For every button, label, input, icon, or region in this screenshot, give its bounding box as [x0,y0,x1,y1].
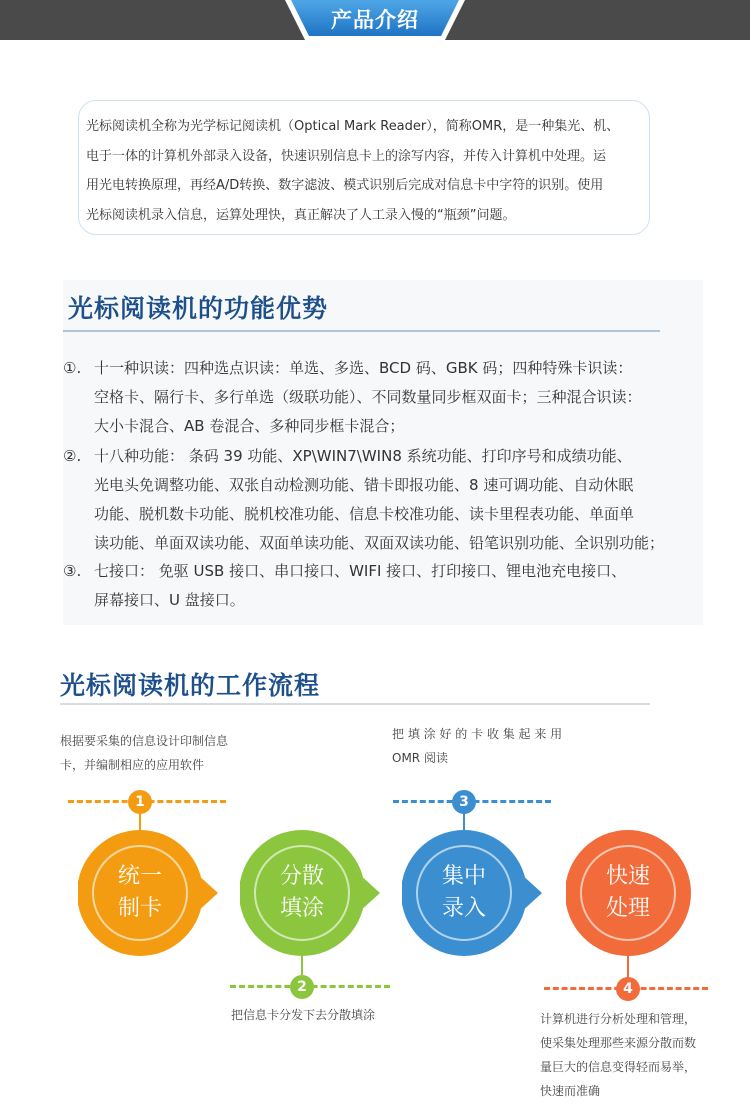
step-2-circle [240,828,390,958]
features-divider [63,330,660,332]
step-4-label: 快速 处理 [605,864,650,921]
page-title: 产品介绍 [331,7,419,32]
step-3-circle [402,828,552,958]
step-2-description: 把信息卡分发下去分散填涂 [231,1008,376,1022]
intro-line: 光标阅读机录入信息，运算处理快，真正解决了人工录入慢的“瓶颈”问题。 [86,207,516,223]
feature-number: ③. [63,562,82,580]
intro-line: 光标阅读机全称为光学标记阅读机（Optical Mark Reader），简称OMR，是一种集光、机、 [86,119,620,134]
step-1-description: 根据要采集的信息设计印制信息 卡，并编制相应的应用软件 [60,734,229,772]
feature-line: 七接口： 免驱 USB 接口、串口接口、WIFI 接口、打印接口、锂电池充电接口、 [94,562,627,580]
step-3-label: 集中 录入 [441,864,486,921]
feature-line: 光电头免调整功能、双张自动检测功能、错卡即报功能、8 速可调功能、自动休眠 [94,476,634,494]
step-2-badge: 2 [290,975,314,999]
step-3-badge: 3 [452,790,476,814]
step-2-label: 分散 填涂 [279,864,324,921]
intro-box [78,100,650,235]
step-4-description: 计算机进行分析处理和管理， 使采集处理那些来源分散而数 量巨大的信息变得轻而易举， 快速而准确 [540,1012,697,1098]
step-1-badge: 1 [128,790,152,814]
step-4-connector [627,955,629,979]
feature-line: 十八种功能： 条码 39 功能、XP\WIN7\WIN8 系统功能、打印序号和成绩功能、 [94,447,632,465]
feature-number: ①. [63,359,82,377]
workflow-heading: 光标阅读机的工作流程 [60,671,321,700]
intro-line: 用光电转换原理，再经A/D转换、数字滤波、模式识别后完成对信息卡中字符的识别。使用 [86,178,604,193]
intro-line: 电于一体的计算机外部录入设备，快速识别信息卡上的涂写内容，并传入计算机中处理。运 [86,148,607,164]
feature-line: 空格卡、隔行卡、多行单选（级联功能）、不同数量同步框双面卡；三种混合识读： [94,388,642,406]
section-tab [285,0,465,40]
feature-line: 功能、脱机数卡功能、脱机校准功能、信息卡校准功能、读卡里程表功能、单面单 [94,505,635,523]
feature-line: 十一种识读：四种选点识读：单选、多选、BCD 码、GBK 码；四种特殊卡识读： [94,359,633,377]
step-3-description: 把 填 涂 好 的 卡 收 集 起 来 用 OMR 阅读 [392,727,563,765]
features-heading: 光标阅读机的功能优势 [68,294,329,323]
feature-number: ②. [63,447,82,465]
workflow-divider [60,703,650,705]
feature-line: 大小卡混合、AB 卷混合、多种同步框卡混合； [94,417,405,435]
step-1-circle [78,828,228,958]
feature-line: 读功能、单面双读功能、双面单读功能、双面双读功能、铅笔识别功能、全识别功能； [94,534,665,552]
step-4-badge: 4 [616,977,640,1001]
feature-line: 屏幕接口、U 盘接口。 [94,591,245,609]
step-1-label: 统一 制卡 [117,864,162,921]
step-4-circle [566,828,716,958]
step-2-connector [301,955,303,977]
